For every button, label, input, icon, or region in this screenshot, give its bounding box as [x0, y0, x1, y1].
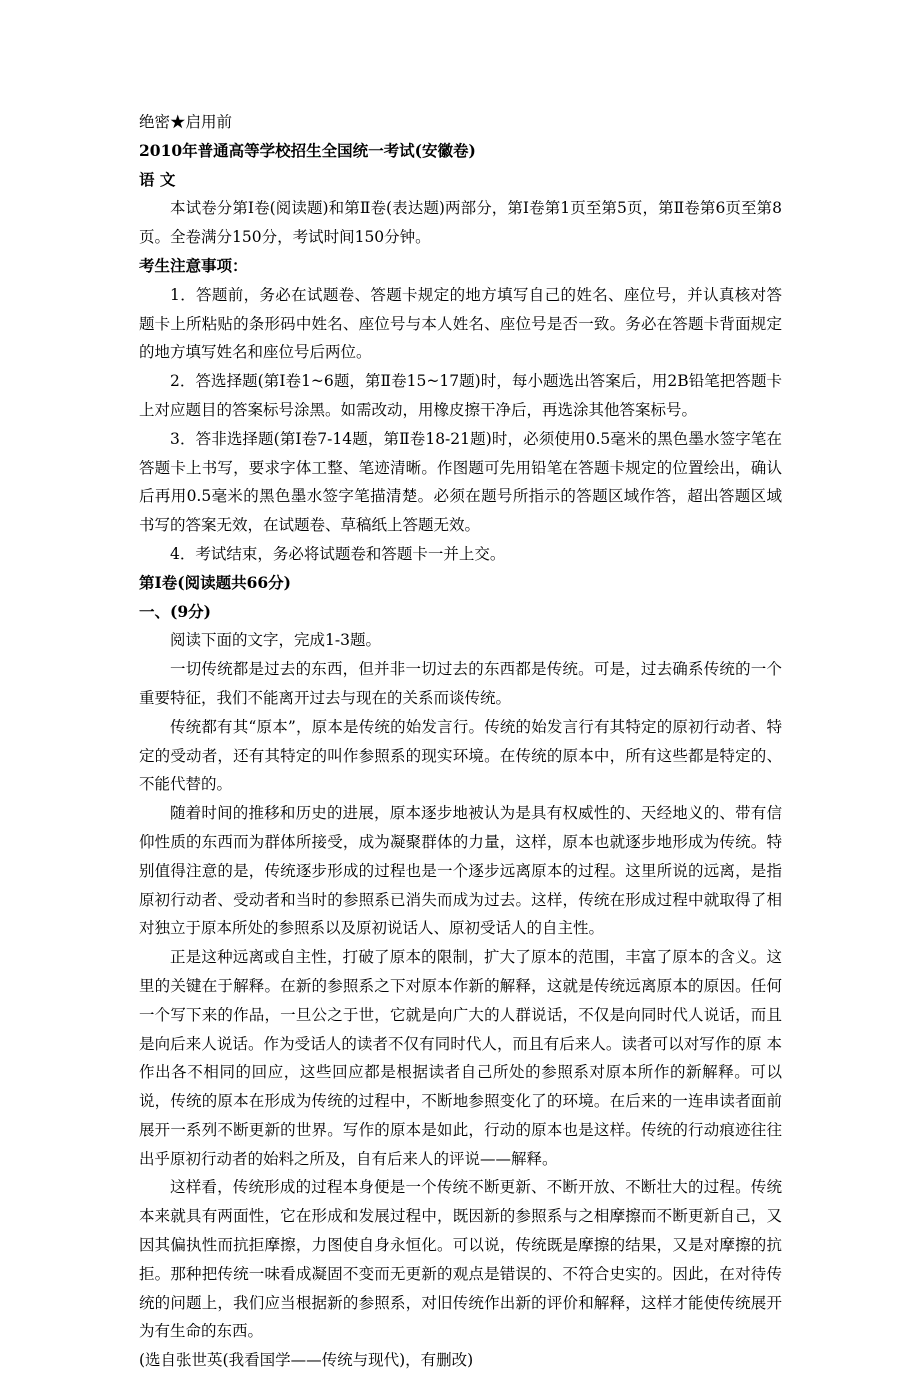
- notice-item: 1．答题前，务必在试题卷、答题卡规定的地方填写自己的姓名、座位号，并认真核对答题卡上所粘贴的条形码中姓名、座位号与本人姓名、座位号是否一致。务必在答题卡背面规定的地方填写姓名和座位号后两位。: [139, 285, 782, 362]
- exam-title: 2010年普通高等学校招生全国统一考试(安徽卷): [139, 140, 476, 160]
- subject-title: 语 文: [139, 169, 176, 189]
- passage-source: (选自张世英(我看国学——传统与现代)，有删改): [139, 1351, 474, 1370]
- notice-heading: 考生注意事项：: [139, 255, 248, 275]
- section1-heading: 一、(9分): [139, 601, 211, 621]
- passage-paragraph: 正是这种远离或自主性，打破了原本的限制，扩大了原本的范围，丰富了原本的含义。这里的关键在于解释。在新的参照系之下对原本作新的解释，这就是传统远离原本的原因。任何一个写下来的作品，一旦公之于世，它就是向广大的人群说话，不仅是向同时代人说话，而且是向后来人说话。作为受话人的读者不仅有同时代人，而且有后来人。读者可以对写作的原 本作出各不相同的回应，这些回应都是根据读者自己所处的参照系对原本所作的新解释。可以说，传统的原本在形成为传统的过程中，不断地参照变化了的环境。在后来的一连串读者面前展开一系列不断更新的世界。写作的原本是如此，行动的原本也是这样。传统的行动痕迹往往出乎原初行动者的始料之所及，自有后来人的评说——解释。: [139, 948, 782, 1168]
- passage-paragraph: 传统都有其“原本”，原本是传统的始发言行。传统的始发言行有其特定的原初行动者、特定的受动者，还有其特定的叫作参照系的现实环境。在传统的原本中，所有这些都是特定的、不能代替的。: [139, 717, 782, 794]
- passage-paragraph: 一切传统都是过去的东西，但并非一切过去的东西都是传统。可是，过去确系传统的一个重要特征，我们不能离开过去与现在的关系而谈传统。: [139, 660, 782, 707]
- exam-intro: 本试卷分第Ⅰ卷(阅读题)和第Ⅱ卷(表达题)两部分，第Ⅰ卷第1页至第5页，第Ⅱ卷第6页至第8页。全卷满分150分，考试时间150分钟。: [139, 199, 782, 247]
- passage-paragraph: 这样看，传统形成的过程本身便是一个传统不断更新、不断开放、不断壮大的过程。传统本来就具有两面性，它在形成和发展过程中，既因新的参照系与之相摩擦而不断更新自己，又因其偏执性而抗拒摩擦，力图使自身永恒化。可以说，传统既是摩擦的结果，又是对摩擦的抗拒。那种把传统一味看成凝固不变而无更新的观点是错误的、不符合史实的。因此，在对待传统的问题上，我们应当根据新的参照系，对旧传统作出新的评价和解释，这样才能使传统展开为有生命的东西。: [139, 1178, 782, 1341]
- notice-item: 3．答非选择题(第Ⅰ卷7-14题，第Ⅱ卷18-21题)时，必须使用0.5毫米的黑色墨水签字笔在答题卡上书写，要求字体工整、笔迹清晰。作图题可先用铅笔在答题卡规定的位置绘出，确认后再用0.5毫米的黑色墨水签字笔描清楚。必须在题号所指示的答题区域作答，超出答题区域书写的答案无效，在试题卷、草稿纸上答题无效。: [139, 429, 782, 535]
- reading-instruction: 阅读下面的文字，完成1-3题。: [170, 631, 381, 650]
- confidential-mark: 绝密★启用前: [139, 113, 233, 131]
- document-body: [139, 108, 782, 1375]
- part1-heading: 第Ⅰ卷(阅读题共66分): [139, 572, 291, 592]
- notice-item: 2．答选择题(第Ⅰ卷1~6题，第Ⅱ卷15~17题)时，每小题选出答案后，用2B铅笔把答题卡上对应题目的答案标号涂黑。如需改动，用橡皮擦干净后，再选涂其他答案标号。: [139, 372, 782, 419]
- passage-paragraph: 随着时间的推移和历史的进展，原本逐步地被认为是具有权威性的、天经地义的、带有信仰性质的东西而为群体所接受，成为凝聚群体的力量，这样，原本也就逐步地形成为传统。特别值得注意的是，传统逐步形成的过程也是一个逐步远离原本的过程。这里所说的远离，是指原初行动者、受动者和当时的参照系已消失而成为过去。这样，传统在形成过程中就取得了相对独立于原本所处的参照系以及原初说话人、原初受话人的自主性。: [139, 804, 782, 938]
- notice-item: 4．考试结束，务必将试题卷和答题卡一并上交。: [170, 544, 506, 563]
